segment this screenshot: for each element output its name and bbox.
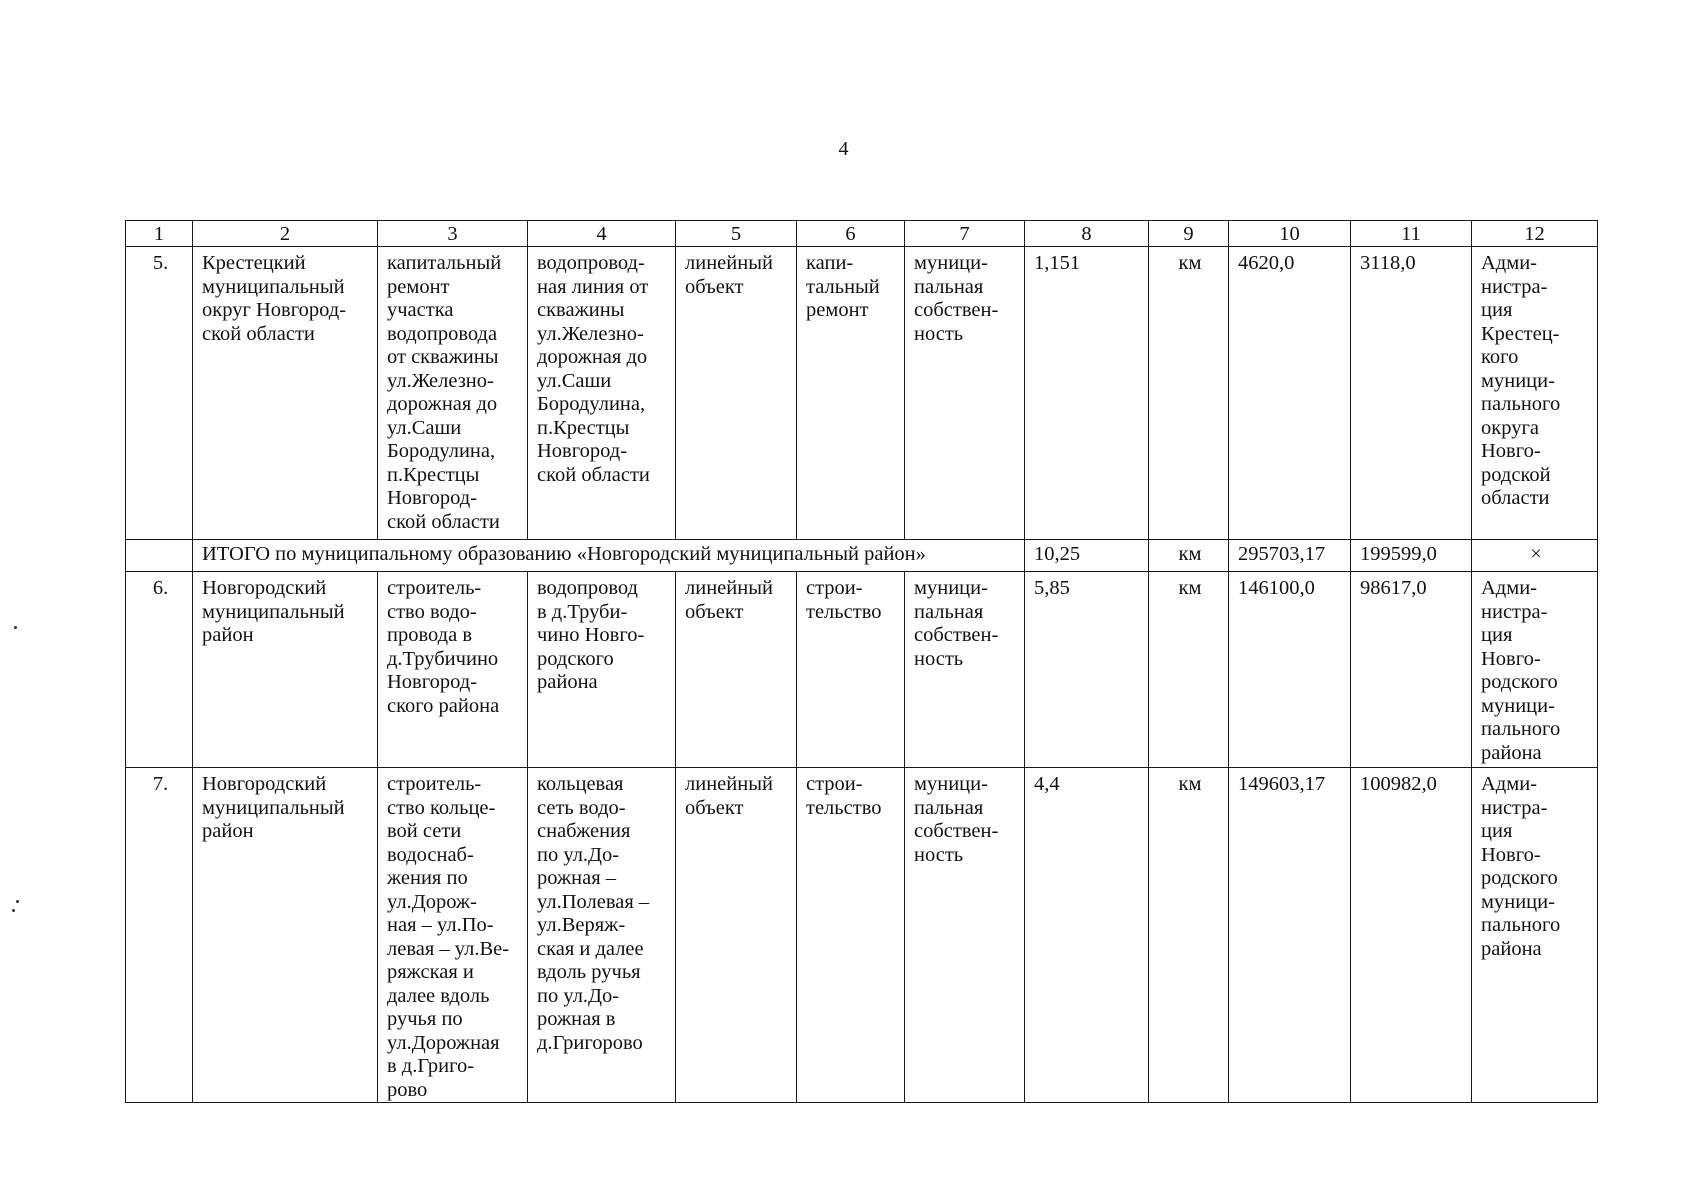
- scan-speck: [12, 909, 15, 912]
- municipality-cell: [193, 768, 378, 1103]
- unit-cell: км: [1149, 768, 1229, 1103]
- ownership-cell: [905, 572, 1025, 768]
- customer-cell: [1472, 768, 1598, 1103]
- customer-cell: [1472, 572, 1598, 768]
- object-type-text: линейный объект: [685, 577, 773, 623]
- total-fund-cell: 199599,0: [1351, 540, 1472, 572]
- customer-text: Адми- нистра- ция Крестец- кого муници- пального округа Новго- родской области: [1481, 252, 1561, 509]
- scan-speck: [14, 626, 17, 629]
- column-header: 6: [797, 221, 905, 247]
- row-number: 5.: [126, 247, 193, 540]
- column-header: 4: [528, 221, 676, 247]
- ownership-cell: [905, 768, 1025, 1103]
- row-number: 7.: [126, 768, 193, 1103]
- scan-speck: [16, 900, 19, 903]
- object-name-cell: [528, 768, 676, 1103]
- total-unit-cell: км: [1149, 540, 1229, 572]
- capacity-cell: 1,151: [1025, 247, 1149, 540]
- investment-objects-table: [125, 220, 1598, 1103]
- object-type-cell: [676, 247, 797, 540]
- object-name-text: водопровод- ная линия от скважины ул.Железно- дорожная до ул.Саши Бородулина, п.Крестцы Новгород- ской области: [537, 252, 650, 486]
- total-row: [126, 540, 1598, 572]
- object-name-text: водопровод в д.Труби- чино Новго- родского района: [537, 577, 645, 693]
- object-name-cell: [528, 247, 676, 540]
- column-header: 11: [1351, 221, 1472, 247]
- ownership-text: муници- пальная собствен- ность: [914, 252, 999, 345]
- column-header: 9: [1149, 221, 1229, 247]
- work-name-cell: [378, 247, 528, 540]
- cost-total-cell: 149603,17: [1229, 768, 1351, 1103]
- total-capacity-cell: 10,25: [1025, 540, 1149, 572]
- table-row: [126, 572, 1598, 768]
- column-header: 5: [676, 221, 797, 247]
- unit-cell: км: [1149, 247, 1229, 540]
- work-type-cell: [797, 768, 905, 1103]
- work-type-cell: [797, 572, 905, 768]
- municipality-text: Новгородский муниципальный район: [202, 577, 345, 646]
- work-name-cell: [378, 572, 528, 768]
- work-name-text: строитель- ство водо- провода в д.Трубичино Новгород- ского района: [387, 577, 500, 717]
- total-customer-cell: ×: [1472, 540, 1598, 572]
- column-number-header-row: [126, 221, 1598, 247]
- object-type-cell: [676, 768, 797, 1103]
- object-type-cell: [676, 572, 797, 768]
- column-header: 3: [378, 221, 528, 247]
- cost-fund-cell: 98617,0: [1351, 572, 1472, 768]
- customer-cell: [1472, 247, 1598, 540]
- capacity-cell: 5,85: [1025, 572, 1149, 768]
- customer-text: Адми- нистра- ция Новго- родского муници- пального района: [1481, 773, 1561, 960]
- customer-text: Адми- нистра- ция Новго- родского муници- пального района: [1481, 577, 1561, 764]
- cost-total-cell: 4620,0: [1229, 247, 1351, 540]
- work-name-text: строитель- ство кольце- вой сети водоснаб- жения по ул.Дорож- ная – ул.По- левая – ул.Ве- ряжская и далее вдоль ручья по ул.Дорожная в д.Григо- рово: [387, 773, 510, 1101]
- capacity-cell: 4,4: [1025, 768, 1149, 1103]
- object-type-text: линейный объект: [685, 773, 773, 819]
- total-label: ИТОГО по муниципальному образованию «Новгородский муниципальный район»: [193, 540, 1025, 572]
- municipality-cell: [193, 247, 378, 540]
- column-header: 10: [1229, 221, 1351, 247]
- unit-cell: км: [1149, 572, 1229, 768]
- work-type-text: капи- тальный ремонт: [806, 252, 880, 321]
- work-type-cell: [797, 247, 905, 540]
- work-name-text: капитальный ремонт участка водопровода от скважины ул.Железно- дорожная до ул.Саши Бородулина, п.Крестцы Новгород- ской области: [387, 252, 502, 533]
- row-number: 6.: [126, 572, 193, 768]
- work-type-text: строи- тельство: [806, 577, 882, 623]
- column-header: 12: [1472, 221, 1598, 247]
- work-name-cell: [378, 768, 528, 1103]
- total-cost-cell: 295703,17: [1229, 540, 1351, 572]
- page-number: 4: [838, 138, 849, 160]
- cost-fund-cell: 3118,0: [1351, 247, 1472, 540]
- municipality-text: Крестецкий муниципальный округ Новгород- ской области: [202, 252, 347, 345]
- table-row: [126, 247, 1598, 540]
- ownership-text: муници- пальная собствен- ность: [914, 773, 999, 866]
- object-type-text: линейный объект: [685, 252, 773, 298]
- work-type-text: строи- тельство: [806, 773, 882, 819]
- municipality-text: Новгородский муниципальный район: [202, 773, 345, 842]
- object-name-cell: [528, 572, 676, 768]
- ownership-text: муници- пальная собствен- ность: [914, 577, 999, 670]
- ownership-cell: [905, 247, 1025, 540]
- column-header: 1: [126, 221, 193, 247]
- table-row: [126, 768, 1598, 1103]
- column-header: 8: [1025, 221, 1149, 247]
- object-name-text: кольцевая сеть водо- снабжения по ул.До- рожная – ул.Полевая – ул.Веряж- ская и далее вдоль ручья по ул.До- рожная в д.Григорово: [537, 773, 650, 1054]
- municipality-cell: [193, 572, 378, 768]
- empty-cell: [126, 540, 193, 572]
- cost-total-cell: 146100,0: [1229, 572, 1351, 768]
- column-header: 2: [193, 221, 378, 247]
- column-header: 7: [905, 221, 1025, 247]
- cost-fund-cell: 100982,0: [1351, 768, 1472, 1103]
